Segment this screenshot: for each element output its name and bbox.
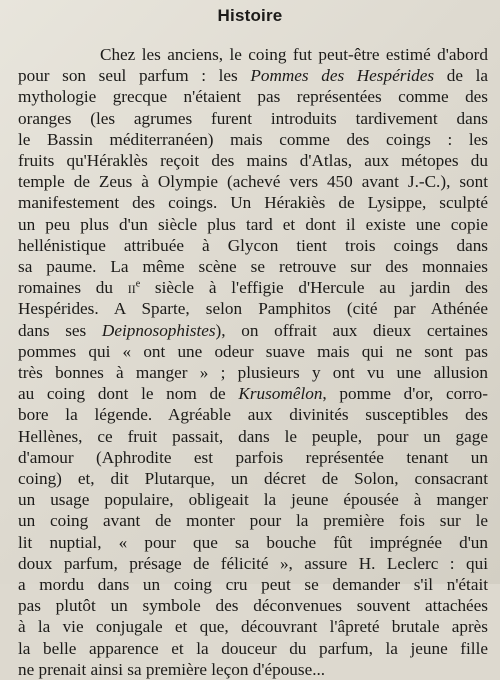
text-run: très bonnes à manger » ; plusieurs y ont vu une allusion [18, 363, 488, 383]
italic-title: Pommes des Hespérides [250, 66, 435, 86]
text-line [18, 86, 488, 107]
section-heading: Histoire [217, 6, 283, 25]
text-line [18, 532, 488, 553]
text-line [18, 553, 488, 574]
text-line [18, 510, 488, 531]
text-run: pas plutôt un symbole des déconvenues souvent attachées [18, 596, 488, 616]
text-run: manifestement des coings. Un Hérakiès de Lysippe, sculpté [18, 193, 488, 213]
text-run: a mordu dans un coing cru peut se demander s'il n'était [18, 575, 488, 595]
text-run: romaines du [18, 278, 128, 298]
text-line [18, 447, 488, 468]
text-run: dans ses [18, 320, 102, 340]
italic-title: Krusomêlon [238, 384, 323, 404]
text-run: mythologie grecque n'étaient pas représentées comme des [18, 87, 488, 107]
text-line [18, 595, 488, 616]
text-line [18, 235, 488, 256]
text-run: Hellènes, ce fruit passait, dans le peuple, pour un gage [18, 426, 488, 446]
text-run: d'amour (Aphrodite est parfois représentée tenant un [18, 447, 488, 467]
text-line [18, 214, 488, 235]
text-run: Hespérides. A Sparte, selon Pamphitos (cité par Athénée [18, 299, 488, 319]
text-run: lit nuptial, « pour que sa bouche fût imprégnée d'un [18, 532, 488, 552]
text-line [18, 150, 488, 171]
text-line [18, 298, 488, 319]
text-run: Chez les anciens, le coing fut peut-être estimé d'abord [100, 45, 488, 64]
text-line [18, 574, 488, 595]
text-run: fruits qu'Héraklès reçoit des mains d'Atlas, aux métopes du [18, 151, 488, 171]
text-run: un usage populaire, obligeait la jeune épousée à manger [18, 490, 488, 510]
text-run: ), on offrait aux dieux certaines [215, 320, 488, 340]
text-run: sa paume. La même scène se retrouve sur des monnaies [18, 257, 488, 277]
text-line [18, 659, 488, 680]
text-run: doux parfum, présage de félicité », assure H. Leclerc : qui [18, 553, 488, 573]
text-run: au coing dont le nom de [18, 384, 239, 404]
text-line [18, 320, 488, 341]
text-line [18, 277, 488, 298]
text-line [18, 426, 488, 447]
text-run: bore la légende. Agréable aux divinités susceptibles des [18, 405, 488, 425]
text-line [18, 108, 488, 129]
text-line [18, 129, 488, 150]
text-run: oranges (les agrumes furent introduits tardivement dans [18, 108, 488, 128]
text-run: pommes qui « ont une odeur suave mais qui ne sont pas [18, 341, 488, 361]
roman-numeral: ii [127, 278, 136, 298]
text-run: un peu plus d'un siècle plus tard et dont il existe une copie [18, 214, 488, 234]
text-line [18, 404, 488, 425]
text-run: le Bassin méditerranéen) mais comme des coings : les [18, 129, 488, 149]
text-line [18, 192, 488, 213]
text-line [18, 362, 488, 383]
text-run: la belle apparence et la douceur du parfum, la jeune fille [18, 638, 488, 658]
text-line [18, 383, 488, 404]
text-run: hellénistique attribuée à Glycon tient trois coings dans [18, 235, 488, 255]
italic-title: Deipnosophistes [101, 320, 216, 340]
text-line [18, 65, 488, 86]
text-line [18, 489, 488, 510]
text-run: , pomme d'or, corro- [322, 384, 488, 404]
body-paragraph [18, 44, 488, 680]
text-run: temple de Zeus à Olympie (achevé vers 450 avant J.-C.), sont [18, 172, 488, 192]
text-line [18, 468, 488, 489]
text-run: à la vie conjugale et que, découvrant l'âpreté brutale après [18, 617, 488, 637]
text-line [18, 44, 488, 65]
text-run: coing) et, dit Plutarque, un décret de Solon, consacrant [18, 469, 488, 489]
ordinal-superscript: e [135, 278, 141, 290]
text-run: siècle à l'effigie d'Hercule au jardin des [140, 278, 488, 298]
text-line [18, 638, 488, 659]
text-line [18, 256, 488, 277]
text-run: pour son seul parfum : les [18, 66, 251, 86]
text-run: de la [434, 66, 488, 86]
text-line [18, 616, 488, 637]
text-run: un coing avant de monter pour la première fois sur le [18, 511, 488, 531]
text-run: ne prenait ainsi sa première leçon d'épouse... [18, 659, 326, 679]
text-line [18, 171, 488, 192]
text-line [18, 341, 488, 362]
